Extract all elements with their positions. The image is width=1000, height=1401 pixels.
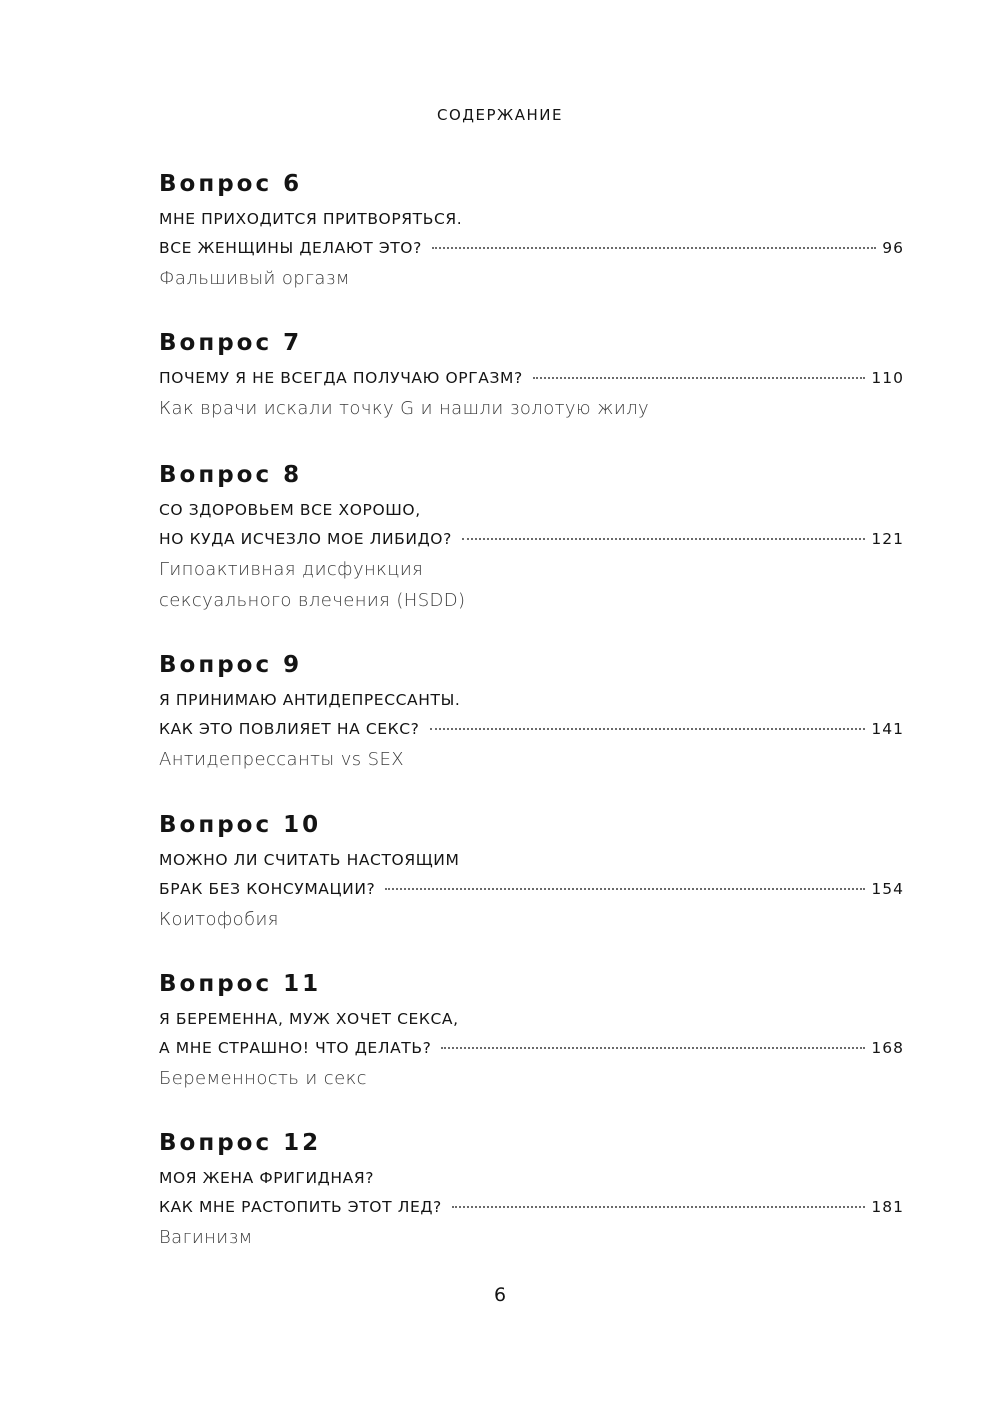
question-title: Вопрос 12 <box>159 1130 322 1156</box>
dot-leader <box>441 1046 865 1049</box>
toc-entry <box>159 328 904 424</box>
chapter-subtitle: Фальшивый оргазм <box>159 268 350 289</box>
page-ref: 168 <box>871 1039 904 1057</box>
toc-entry <box>159 1128 904 1253</box>
toc-link[interactable] <box>159 715 904 744</box>
toc-link[interactable] <box>159 364 904 393</box>
chapter-subtitle: Вагинизм <box>159 1227 253 1248</box>
question-line: КАК МНЕ РАСТОПИТЬ ЭТОТ ЛЕД? <box>159 1198 442 1216</box>
toc-link[interactable] <box>159 1193 904 1222</box>
chapter-subtitle: Антидепрессанты vs SEX <box>159 749 404 770</box>
dot-leader <box>430 727 866 730</box>
page-ref: 181 <box>871 1198 904 1216</box>
page-ref: 121 <box>871 530 904 548</box>
question-line: Я ПРИНИМАЮ АНТИДЕПРЕССАНТЫ. <box>159 691 461 709</box>
question-line: КАК ЭТО ПОВЛИЯЕТ НА СЕКС? <box>159 720 420 738</box>
toc-entry <box>159 169 904 294</box>
question-line: А МНЕ СТРАШНО! ЧТО ДЕЛАТЬ? <box>159 1039 432 1057</box>
question-line: НО КУДА ИСЧЕЗЛО МОЕ ЛИБИДО? <box>159 530 452 548</box>
question-line: Я БЕРЕМЕННА, МУЖ ХОЧЕТ СЕКСА, <box>159 1010 459 1028</box>
chapter-subtitle: Коитофобия <box>159 909 279 930</box>
chapter-subtitle: Как врачи искали точку G и нашли золотую жилу <box>159 398 650 419</box>
chapter-subtitle: сексуального влечения (HSDD) <box>159 590 466 611</box>
running-head: СОДЕРЖАНИЕ <box>437 106 563 124</box>
chapter-subtitle: Беременность и секс <box>159 1068 367 1089</box>
question-title: Вопрос 8 <box>159 462 303 488</box>
toc-entry <box>159 460 904 616</box>
question-title: Вопрос 9 <box>159 652 303 678</box>
question-title: Вопрос 7 <box>159 330 303 356</box>
toc-link[interactable] <box>159 525 904 554</box>
question-title: Вопрос 11 <box>159 971 322 997</box>
dot-leader <box>385 887 865 890</box>
question-title: Вопрос 6 <box>159 171 303 197</box>
dot-leader <box>462 537 865 540</box>
question-title: Вопрос 10 <box>159 812 322 838</box>
question-line: ВСЕ ЖЕНЩИНЫ ДЕЛАЮТ ЭТО? <box>159 239 422 257</box>
question-line: ПОЧЕМУ Я НЕ ВСЕГДА ПОЛУЧАЮ ОРГАЗМ? <box>159 369 523 387</box>
question-line: МОЖНО ЛИ СЧИТАТЬ НАСТОЯЩИМ <box>159 851 460 869</box>
question-line: БРАК БЕЗ КОНСУМАЦИИ? <box>159 880 376 898</box>
toc-entry <box>159 650 904 775</box>
toc-link[interactable] <box>159 234 904 263</box>
question-line: СО ЗДОРОВЬЕМ ВСЕ ХОРОШО, <box>159 501 421 519</box>
page-number: 6 <box>493 1284 507 1306</box>
dot-leader <box>533 376 866 379</box>
dot-leader <box>452 1205 866 1208</box>
page-ref: 110 <box>871 369 904 387</box>
toc-link[interactable] <box>159 875 904 904</box>
chapter-subtitle: Гипоактивная дисфункция <box>159 559 424 580</box>
page-ref: 96 <box>882 239 904 257</box>
page-ref: 141 <box>871 720 904 738</box>
question-line: МОЯ ЖЕНА ФРИГИДНАЯ? <box>159 1169 375 1187</box>
question-line: МНЕ ПРИХОДИТСЯ ПРИТВОРЯТЬСЯ. <box>159 210 463 228</box>
toc-entry <box>159 969 904 1094</box>
dot-leader <box>432 246 876 249</box>
page-ref: 154 <box>871 880 904 898</box>
toc-entry <box>159 810 904 935</box>
toc-link[interactable] <box>159 1034 904 1063</box>
